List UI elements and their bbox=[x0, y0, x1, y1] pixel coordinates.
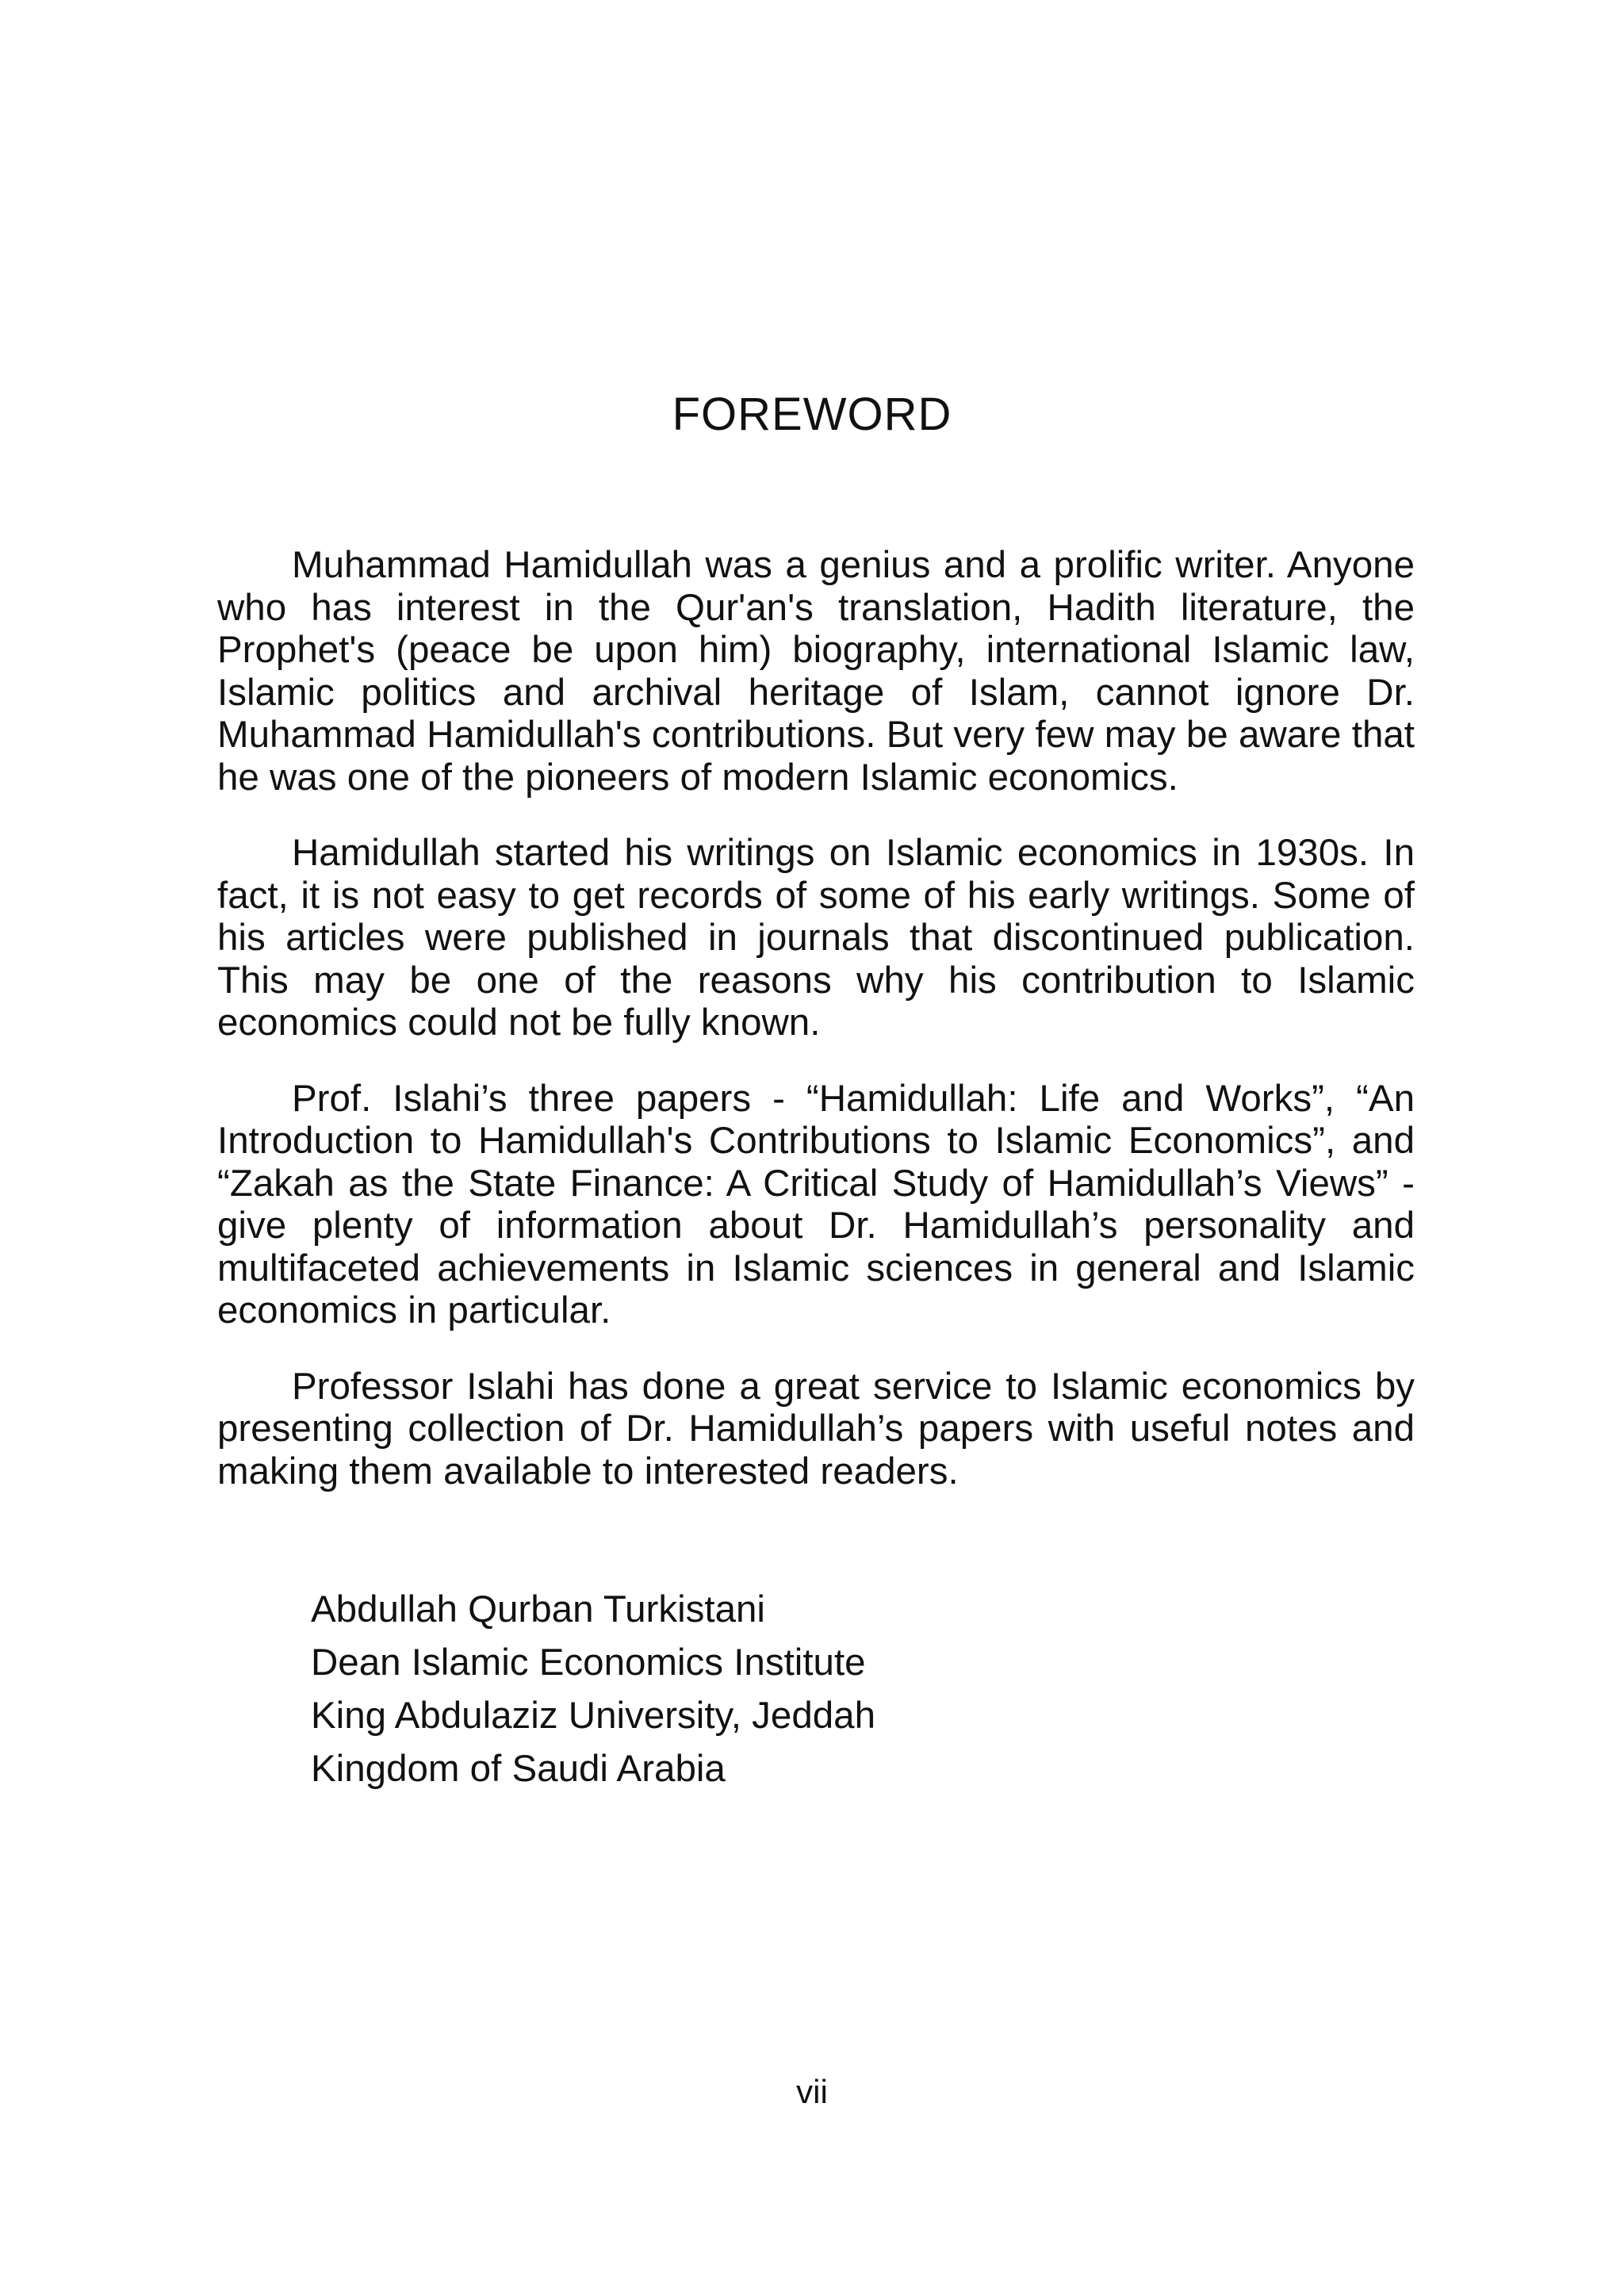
page-number: vii bbox=[796, 2073, 828, 2110]
signature-institution: King Abdulaziz University, Jeddah bbox=[311, 1695, 876, 1737]
paragraph-4: Professor Islahi has done a great service to Islamic economics by presenting collection of Dr. Hamidullah’s papers with useful notes and making them available to interested readers. bbox=[217, 1365, 1415, 1492]
signature-name: Abdullah Qurban Turkistani bbox=[311, 1588, 765, 1630]
paragraph-2: Hamidullah started his writings on Islamic economics in 1930s. In fact, it is not easy to get records of some of his early writings. Some of his articles were published in journals that discontinued publication. This may be one of the reasons why his contribution to Islamic economics could not be fully known. bbox=[217, 832, 1415, 1044]
signature-block bbox=[311, 1583, 875, 1795]
paragraph-1: Muhammad Hamidullah was a genius and a prolific writer. Anyone who has interest in the Qur'an's translation, Hadith literature, the Prophet's (peace be upon him) biography, international Islamic law, Islamic politics and archival heritage of Islam, cannot ignore Dr. Muhammad Hamidullah's contributions. But very few may be aware that he was one of the pioneers of modern Islamic economics. bbox=[217, 544, 1415, 799]
page-title: FOREWORD bbox=[672, 389, 952, 440]
paragraph-3: Prof. Islahi’s three papers - “Hamidullah: Life and Works”, “An Introduction to Hamidullah's Contributions to Islamic Economics”, and “Zakah as the State Finance: A Critical Study of Hamidullah’s Views” - give plenty of information about Dr. Hamidullah’s personality and multifaceted achievements in Islamic sciences in general and Islamic economics in particular. bbox=[217, 1077, 1415, 1331]
foreword-body bbox=[217, 544, 1415, 1526]
signature-position: Dean Islamic Economics Institute bbox=[311, 1642, 866, 1684]
signature-country: Kingdom of Saudi Arabia bbox=[311, 1748, 726, 1790]
